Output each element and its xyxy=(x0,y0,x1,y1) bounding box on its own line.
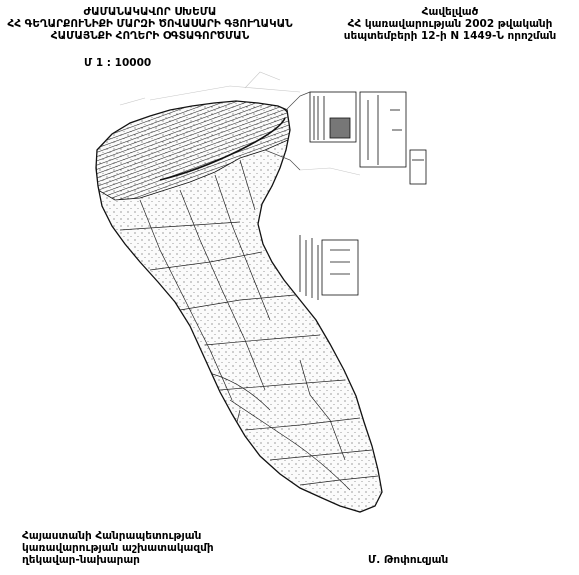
annex-block xyxy=(330,6,570,42)
signatory-line-2: կառավարության աշխատակազմի xyxy=(22,542,214,554)
map-scale: Մ 1 : 10000 xyxy=(84,57,152,69)
signatory-line-1: Հայաստանի Հանրապետության xyxy=(22,530,202,542)
annex-line-2: ՀՀ կառավարության 2002 թվականի xyxy=(347,18,553,30)
signatory-title xyxy=(22,530,214,566)
title-line-1: ԺԱՄԱՆԱԿԱՎՈՐ ՍԽԵՄԱ xyxy=(83,6,217,18)
title-line-3: ՀԱՄԱՅՆՔԻ ՀՈՂԵՐԻ ՕԳՏԱԳՈՐԾՄԱՆ xyxy=(50,30,250,42)
right-plot-blocks xyxy=(300,92,426,300)
signatory-name: Մ. Թոփուզյան xyxy=(368,554,449,566)
title-line-2: ՀՀ ԳԵՂԱՐՔՈՒՆԻՔԻ ՄԱՐԶԻ ԾՈՎԱՍԱՐԻ ԳՅՈՒՂԱԿԱՆ xyxy=(7,18,293,30)
map-title-block xyxy=(0,6,300,42)
signatory-line-3: ղեկավար-նախարար xyxy=(22,554,140,566)
annex-line-1: Հավելված xyxy=(421,6,479,18)
annex-line-3: սեպտեմբերի 12-ի N 1449-Ն որոշման xyxy=(343,30,557,42)
